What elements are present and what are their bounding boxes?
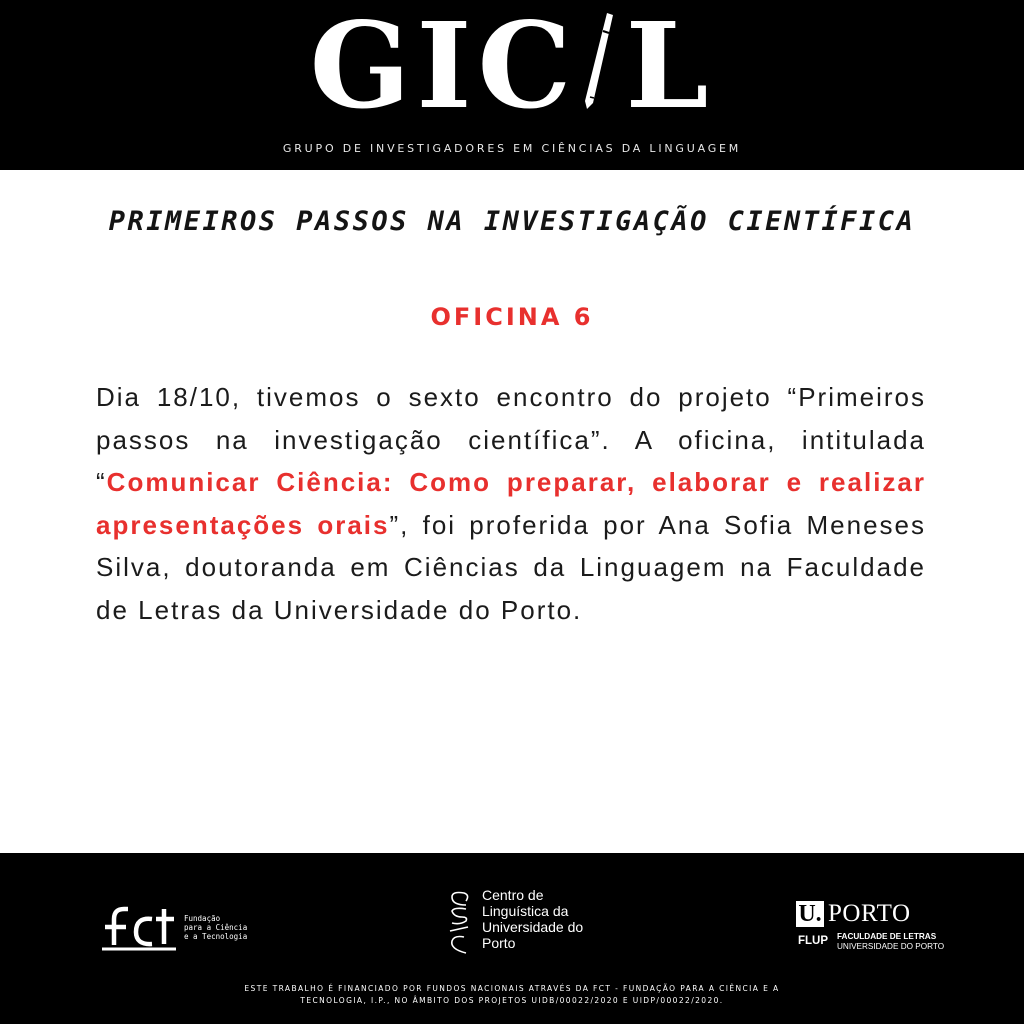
fct-wordmark-icon [100, 903, 180, 953]
uporto-flup-logo [796, 897, 966, 957]
body-intro: Dia 18/10, tivemos o sexto encontro do projeto “Primeiros passos na investigação científica”. A oficina, intitulada “ [96, 382, 926, 497]
fct-name: Fundação para a Ciência e a Tecnologia [184, 914, 248, 941]
funding-notice: ESTE TRABALHO É FINANCIADO POR FUNDOS NACIONAIS ATRAVÉS DA FCT - FUNDAÇÃO PARA A CIÊNCIA E A TECNOLOGIA, I.P., NO ÂMBITO DOS PROJETOS UIDB/00022/2020 E UIDP/00022/2020. [244, 984, 780, 1005]
u-porto-mark: U. [796, 901, 824, 927]
pen-slash-icon [581, 10, 615, 110]
workshop-title: Comunicar Ciência: Como preparar, elaborar e realizar apresentações orais [96, 467, 926, 540]
body-paragraph [96, 376, 926, 631]
clup-logo [446, 885, 606, 957]
faculty-name: FACULDADE DE LETRAS UNIVERSIDADE DO PORTO [837, 932, 945, 951]
fct-logo [100, 903, 260, 953]
workshop-label: OFICINA 6 [430, 303, 594, 331]
header-banner [0, 0, 1024, 170]
clup-script-icon [446, 887, 472, 957]
logo-letters-gic: GIC [309, 0, 578, 135]
gicl-logo [0, 0, 1024, 135]
flup-label: FLUP [798, 935, 829, 947]
logo-tagline: GRUPO DE INVESTIGADORES EM CIÊNCIAS DA LINGUAGEM [282, 142, 742, 155]
logo-letter-l: L [625, 0, 715, 135]
clup-name: Centro de Linguística da Universidade do Porto [482, 887, 584, 951]
footer-banner [0, 853, 1024, 1024]
porto-wordmark: PORTO [828, 900, 911, 927]
page-title: PRIMEIROS PASSOS NA INVESTIGAÇÃO CIENTÍFICA [108, 206, 916, 237]
body-outro: ”, foi proferida por Ana Sofia Meneses Silva, doutoranda em Ciências da Linguagem na Faculdade de Letras da Universidade do Porto. [96, 509, 927, 625]
